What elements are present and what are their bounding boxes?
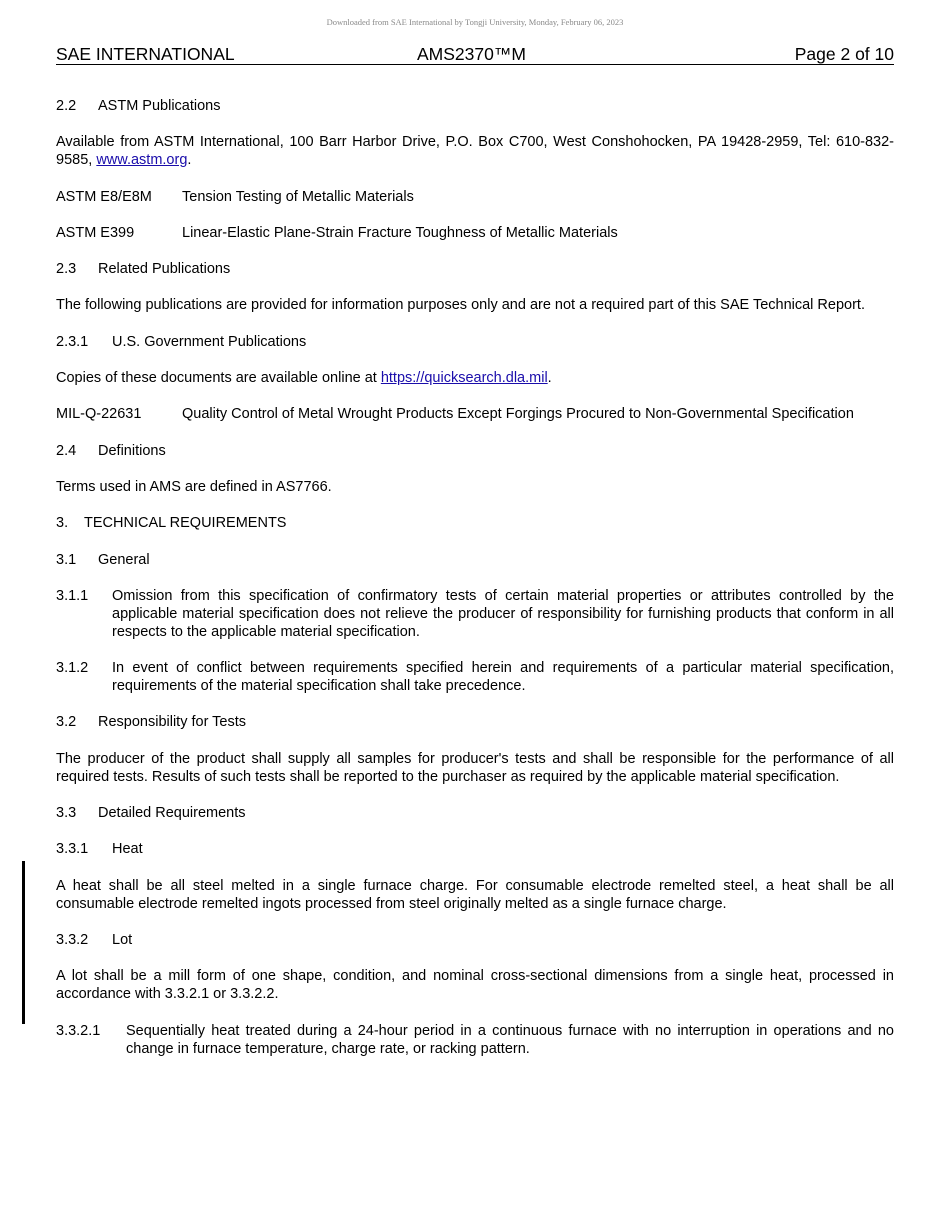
paragraph-end: . bbox=[187, 152, 192, 169]
clause-number: 3.1.2 bbox=[56, 660, 89, 677]
section-heading-2-2 bbox=[56, 97, 894, 115]
reference-code: ASTM E399 bbox=[56, 224, 135, 241]
revision-change-bar bbox=[22, 861, 25, 1024]
section-title: Related Publications bbox=[98, 261, 231, 278]
header-page-number: Page 2 of 10 bbox=[794, 44, 894, 64]
section-heading-3-3-1 bbox=[56, 840, 894, 858]
section-title: Heat bbox=[112, 841, 143, 858]
clause-number: 3.1.1 bbox=[56, 587, 89, 604]
section-number: 2.2 bbox=[56, 98, 77, 114]
section-number: 3.3.1 bbox=[56, 841, 89, 858]
section-number: 3. bbox=[56, 515, 69, 532]
header-doc-id: AMS2370™M bbox=[417, 44, 526, 64]
reference-mil-q-22631 bbox=[56, 405, 894, 423]
section-heading-3-3 bbox=[56, 804, 894, 822]
document-body bbox=[56, 97, 894, 1076]
reference-astm-e8 bbox=[56, 188, 894, 206]
section-heading-2-3 bbox=[56, 260, 894, 278]
section-title: Responsibility for Tests bbox=[98, 714, 247, 731]
reference-astm-e399 bbox=[56, 224, 894, 242]
clause-text: In event of conflict between requirements specified herein and requirements of a particular material specification, requirements of the material specification shall take precedence. bbox=[112, 660, 894, 695]
section-title: ASTM Publications bbox=[98, 98, 221, 114]
section-title: General bbox=[98, 551, 150, 568]
paragraph-definitions: Terms used in AMS are defined in AS7766. bbox=[56, 478, 332, 495]
section-number: 2.3.1 bbox=[56, 333, 89, 350]
section-heading-3-2 bbox=[56, 713, 894, 731]
paragraph-related-publications: The following publications are provided for information purposes only and are not a required part of this SAE Technical Report. bbox=[56, 297, 865, 314]
paragraph-text: Available from ASTM International, 100 Barr Harbor Drive, P.O. Box C700, West Conshohocken, PA 19428-2959, Tel: 610-832-9585, bbox=[56, 134, 894, 169]
clause-3-1-2 bbox=[56, 659, 894, 695]
section-title: TECHNICAL REQUIREMENTS bbox=[84, 515, 287, 532]
reference-code: ASTM E8/E8M bbox=[56, 188, 152, 205]
paragraph-lot: A lot shall be a mill form of one shape, condition, and nominal cross-sectional dimensions from a single heat, processed in accordance with 3.3.2.1 or 3.3.2.2. bbox=[56, 968, 894, 1003]
quicksearch-link[interactable]: https://quicksearch.dla.mil bbox=[380, 370, 548, 387]
section-number: 3.3 bbox=[56, 805, 77, 822]
section-title: U.S. Government Publications bbox=[112, 333, 307, 350]
download-watermark: Downloaded from SAE International by Tongji University, Monday, February 06, 2023 bbox=[326, 17, 624, 27]
astm-website-link[interactable]: www.astm.org bbox=[96, 152, 188, 169]
reference-title: Linear-Elastic Plane-Strain Fracture Toughness of Metallic Materials bbox=[182, 224, 618, 241]
clause-text: Sequentially heat treated during a 24-hour period in a continuous furnace with no interruption in operations and no change in furnace temperature, charge rate, or racking pattern. bbox=[126, 1022, 894, 1057]
paragraph-end: . bbox=[547, 370, 552, 387]
paragraph-heat: A heat shall be all steel melted in a single furnace charge. For consumable electrode remelted steel, a heat shall be all consumable electrode remelted ingots processed from steel originally melted as a single furnace charge. bbox=[56, 877, 894, 912]
reference-title: Quality Control of Metal Wrought Products Except Forgings Procured to Non-Governmental Specification bbox=[182, 406, 854, 423]
section-heading-3-1 bbox=[56, 551, 894, 569]
paragraph-text: Copies of these documents are available online at bbox=[56, 370, 381, 387]
section-title: Detailed Requirements bbox=[98, 805, 246, 822]
clause-text: Omission from this specification of confirmatory tests of certain material properties or attributes controlled by the applicable material specification does not relieve the producer of responsibility for furnishing products that conform in all respects to the applicable material specification. bbox=[112, 587, 894, 640]
paragraph-responsibility: The producer of the product shall supply all samples for producer's tests and shall be responsible for the performance of all required tests. Results of such tests shall be reported to the purchaser as required by the applicable material specification. bbox=[56, 750, 894, 785]
section-number: 3.1 bbox=[56, 551, 77, 568]
section-title: Lot bbox=[112, 931, 133, 948]
clause-3-3-2-1 bbox=[56, 1022, 894, 1058]
section-number: 3.2 bbox=[56, 714, 77, 731]
section-heading-3 bbox=[56, 514, 894, 532]
reference-title: Tension Testing of Metallic Materials bbox=[182, 188, 414, 205]
section-number: 2.3 bbox=[56, 261, 77, 278]
section-heading-2-4 bbox=[56, 442, 894, 460]
section-heading-2-3-1 bbox=[56, 333, 894, 351]
header-org: SAE INTERNATIONAL bbox=[56, 44, 235, 64]
clause-number: 3.3.2.1 bbox=[56, 1022, 101, 1039]
section-number: 2.4 bbox=[56, 442, 77, 459]
clause-3-1-1 bbox=[56, 587, 894, 641]
paragraph-gov-availability bbox=[56, 369, 894, 387]
page-header bbox=[56, 44, 894, 65]
reference-code: MIL-Q-22631 bbox=[56, 406, 142, 423]
section-number: 3.3.2 bbox=[56, 931, 89, 948]
section-heading-3-3-2 bbox=[56, 931, 894, 949]
section-title: Definitions bbox=[98, 442, 166, 459]
paragraph-astm-availability bbox=[56, 133, 894, 169]
